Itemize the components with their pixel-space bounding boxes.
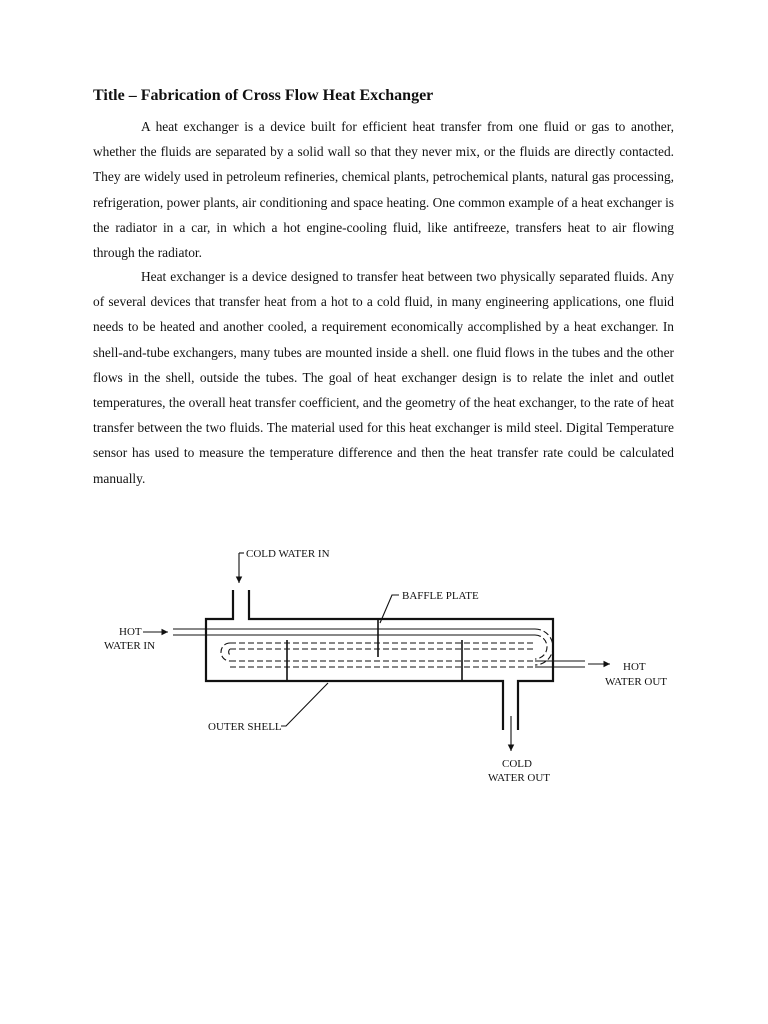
label-cold-water-out-line2: WATER OUT xyxy=(488,772,551,784)
paragraph-1: A heat exchanger is a device built for efficient heat transfer from one fluid or gas to another, whether the fluids are separated by a solid wall so that they never mix, or the fluids are directly contacted. They are widely used in petroleum refineries, chemical plants, petrochemical plants, natural gas processing, refrigeration, power plants, air conditioning and space heating. One common example of a heat exchanger is the radiator in a car, in which a hot engine-cooling fluid, like antifreeze, transfers heat to air flowing through the radiator. xyxy=(93,119,674,261)
heat-exchanger-diagram xyxy=(0,530,768,790)
outer-shell-outline xyxy=(206,590,553,730)
label-hot-water-out-line1: HOT xyxy=(623,661,646,673)
label-outer-shell: OUTER SHELL xyxy=(208,721,282,733)
outer-shell-leader xyxy=(281,683,328,726)
label-cold-water-in: COLD WATER IN xyxy=(246,548,330,560)
tube-u-bend-right-inner xyxy=(535,635,547,659)
document-title: Title – Fabrication of Cross Flow Heat Exchanger xyxy=(93,87,434,104)
label-hot-water-in-line2: WATER IN xyxy=(104,640,156,652)
tube-u-bend-right xyxy=(535,629,553,665)
paragraph-2: Heat exchanger is a device designed to transfer heat between two physically separated fluids. Any of several devices that transfer heat from a hot to a cold fluid, in many engineering applications, one fluid needs to be heated and another cooled, a requirement economically accomplished by a heat exchanger. In shell-and-tube exchangers, many tubes are mounted inside a shell. one fluid flows in the tubes and the other flows in the shell, outside the tubes. The goal of heat exchanger design is to relate the inlet and outlet temperatures, the overall heat transfer coefficient, and the geometry of the heat exchanger, to the rate of heat transfer between the two fluids. The material used for this heat exchanger is mild steel. Digital Temperature sensor has used to measure the temperature difference and then the heat transfer rate could be calculated manually. xyxy=(93,269,674,486)
label-cold-water-out-line1: COLD xyxy=(502,758,532,770)
label-baffle-plate: BAFFLE PLATE xyxy=(402,590,479,602)
label-hot-water-in-line1: HOT xyxy=(119,626,142,638)
tube-u-bend-left-outer xyxy=(229,649,230,655)
label-hot-water-out-line2: WATER OUT xyxy=(605,676,668,688)
